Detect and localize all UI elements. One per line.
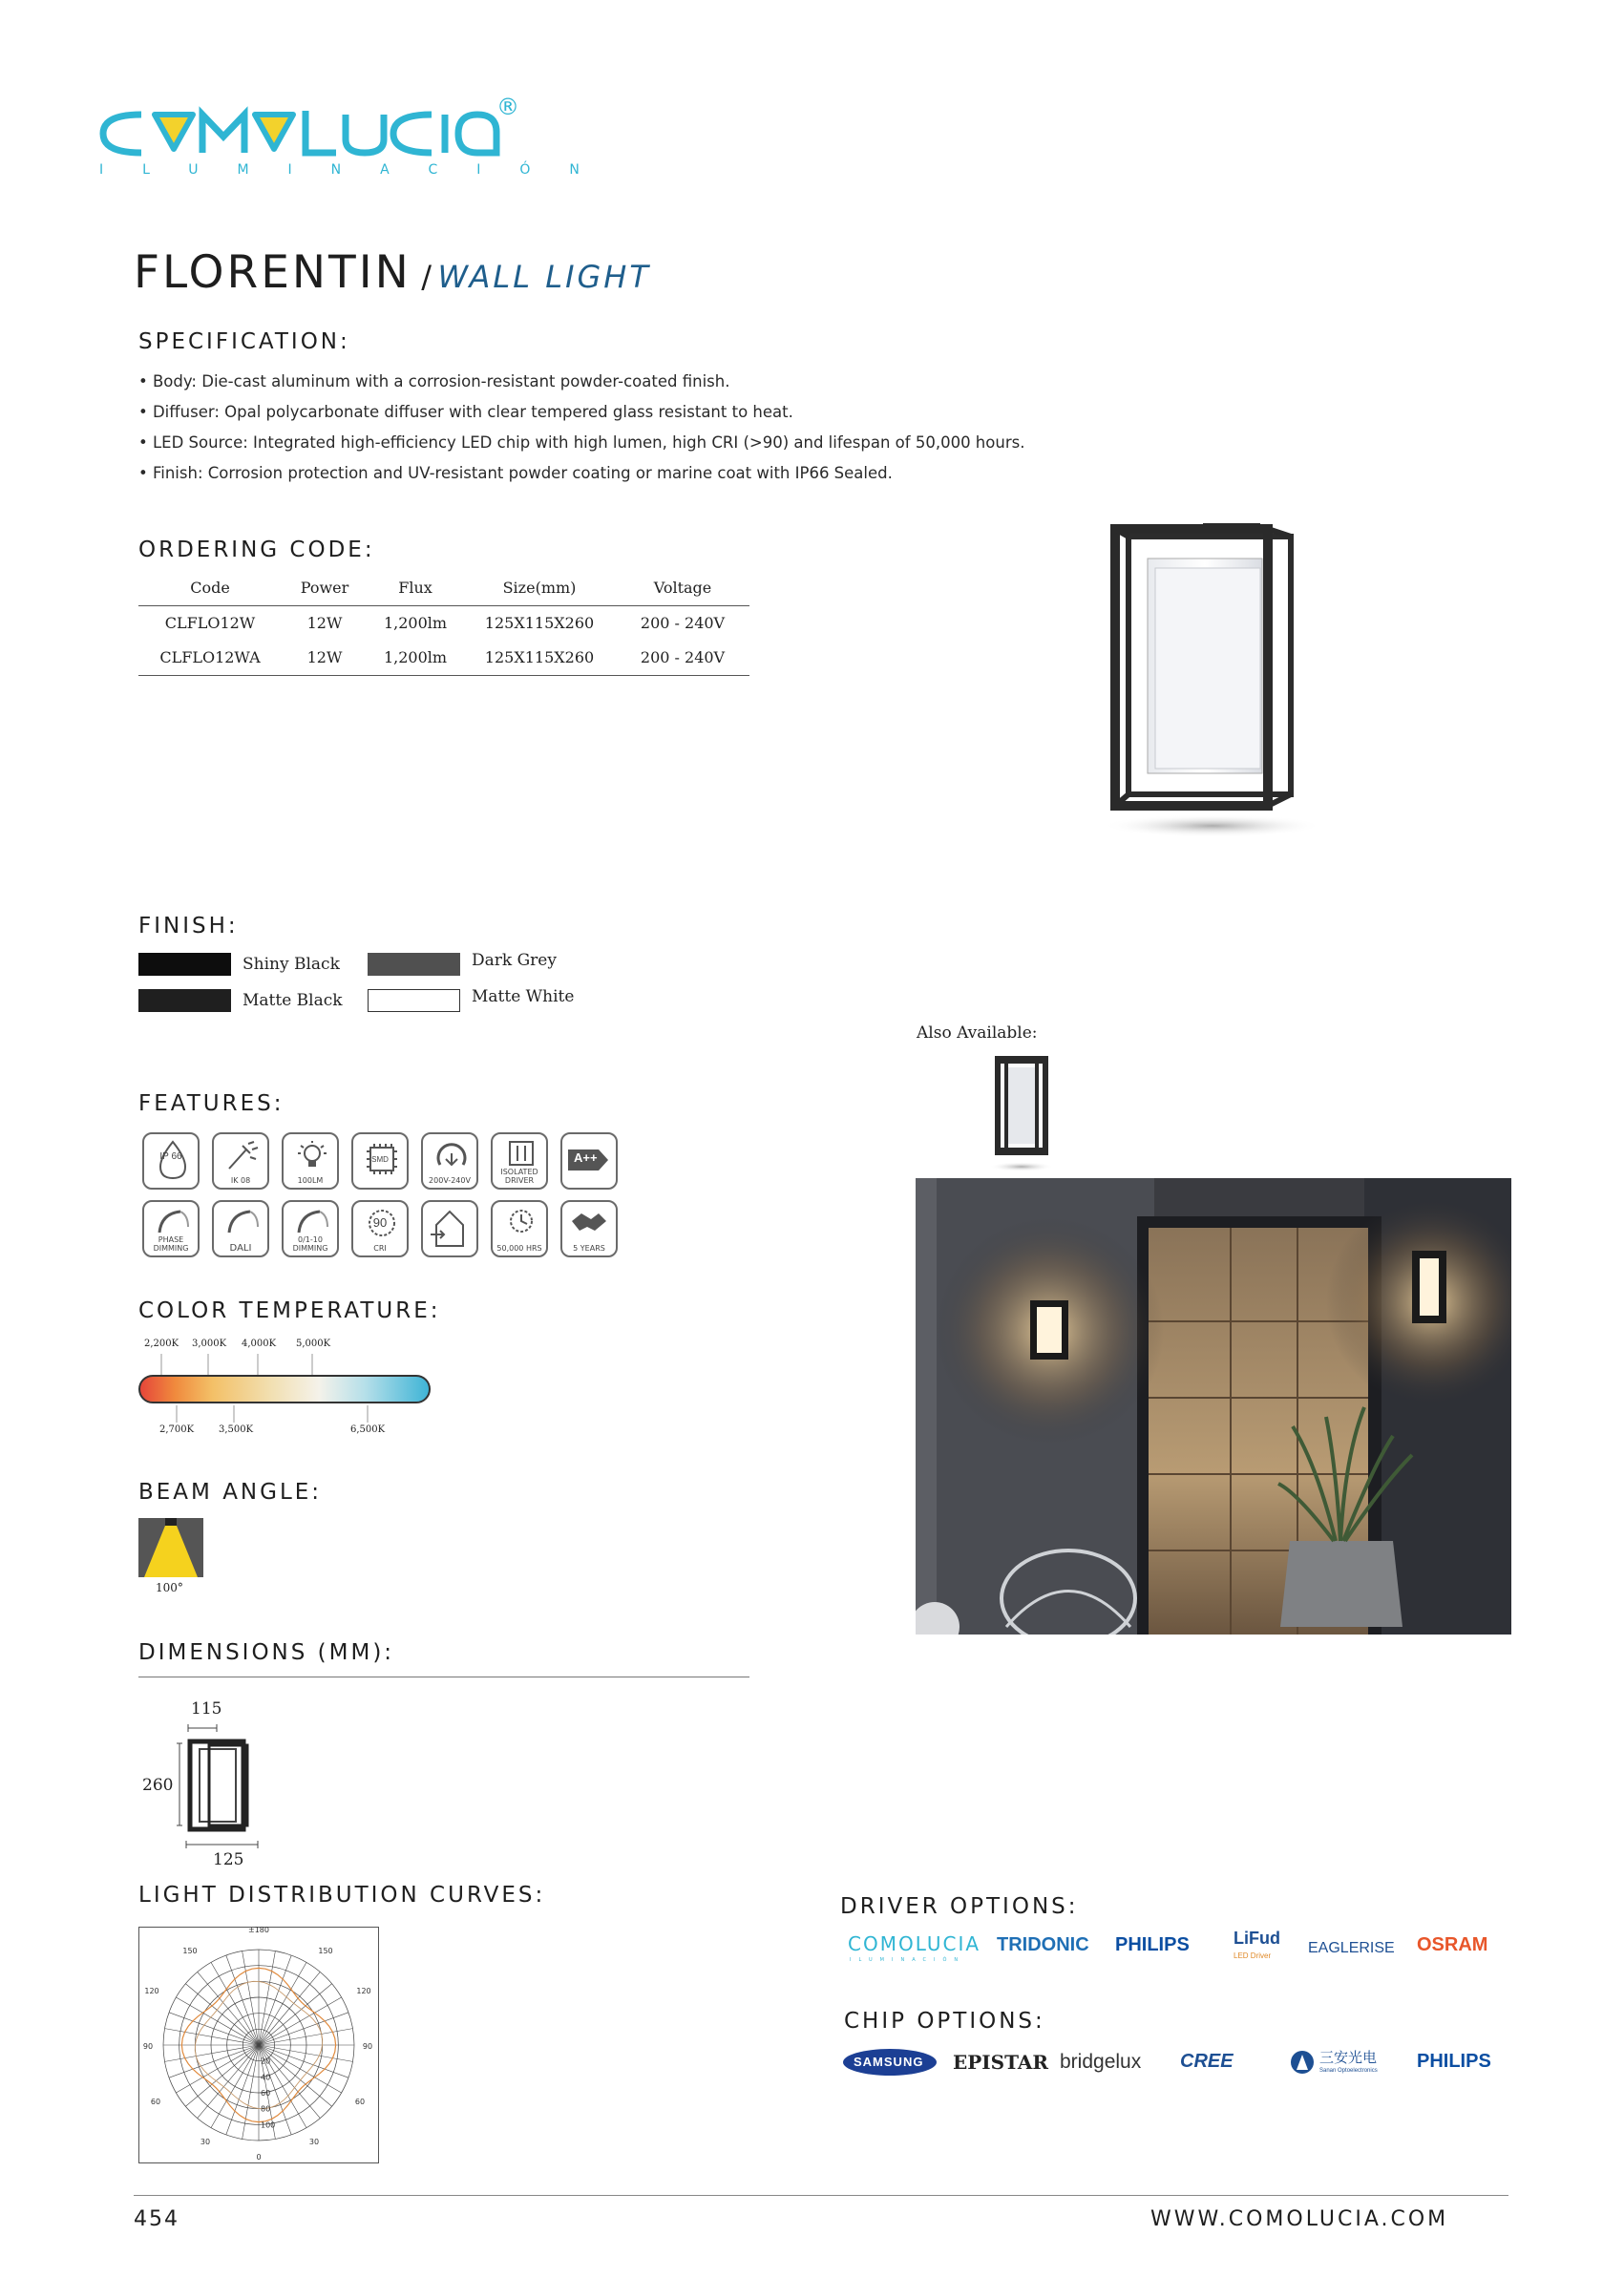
feature-label: 200V-240V	[429, 1176, 471, 1185]
spec-item: • Finish: Corrosion protection and UV-resistant powder coating or marine coat with IP66 Sealed.	[138, 464, 893, 482]
swatch-label: Matte White	[472, 987, 575, 1006]
distribution-heading: LIGHT DISTRIBUTION CURVES:	[138, 1883, 546, 1908]
color-temperature-scale	[138, 1335, 444, 1449]
product-name: FLORENTIN	[134, 246, 411, 299]
specification-heading: SPECIFICATION:	[138, 329, 350, 354]
dimension-depth: 125	[213, 1850, 244, 1869]
product-title	[134, 246, 651, 299]
chip-logo-sanan-sub: Sanan Optoelectronics	[1319, 2068, 1378, 2074]
feature-label: 100LM	[297, 1176, 324, 1185]
ordering-heading: ORDERING CODE:	[138, 538, 375, 562]
driver-logo-eaglerise: EAGLERISE	[1308, 1940, 1395, 1956]
beam-angle-heading: BEAM ANGLE:	[138, 1480, 323, 1505]
angle-label: 90	[142, 2042, 154, 2051]
radial-label: 20	[261, 2057, 271, 2066]
table-cell: 1,200lm	[383, 614, 448, 632]
dimension-drawing	[138, 1699, 329, 1871]
warranty-icon	[560, 1200, 618, 1257]
energy-class-text: A++	[574, 1150, 598, 1165]
color-temperature-heading: COLOR TEMPERATURE:	[138, 1298, 441, 1323]
angle-label: 30	[308, 2138, 320, 2146]
specification-list	[138, 372, 1189, 495]
beam-angle-icon	[138, 1518, 203, 1577]
driver-logos	[840, 1929, 1508, 1986]
angle-label: 60	[354, 2098, 366, 2106]
chip-logos	[840, 2041, 1508, 2099]
table-cell: 200 - 240V	[640, 614, 726, 632]
house-icon	[421, 1200, 478, 1257]
angle-label: 0	[256, 2153, 262, 2162]
dimension-height: 260	[142, 1776, 174, 1795]
finish-heading: FINISH:	[138, 914, 239, 939]
also-available-label: Also Available:	[917, 1023, 1038, 1043]
chip-logo-cree: CREE	[1180, 2051, 1234, 2072]
table-cell: CLFLO12WA	[138, 641, 282, 676]
driver-logo-lifud-sub: LED Driver	[1234, 1951, 1272, 1960]
feature-label: 50,000 HRS	[496, 1244, 542, 1253]
chip-logo-sanan: 三安光电	[1319, 2049, 1378, 2066]
dimming-0-10-icon	[282, 1200, 339, 1257]
lifespan-icon	[491, 1200, 548, 1257]
driver-logo-comolucia-sub: ILUMINACIÓN	[850, 1957, 966, 1963]
driver-logo-tridonic: TRIDONIC	[997, 1934, 1089, 1955]
impact-icon	[212, 1132, 269, 1190]
table-cell: 200 - 240V	[616, 641, 749, 676]
swatch-matte-black	[138, 989, 231, 1012]
voltage-icon	[421, 1132, 478, 1190]
cct-label: 4,000K	[242, 1339, 277, 1349]
spec-item: • LED Source: Integrated high-efficiency LED chip with high lumen, high CRI (>90) and lifespan of 50,000 hours.	[138, 433, 1025, 452]
driver-logo-philips: PHILIPS	[1115, 1934, 1190, 1955]
driver-logo-osram: OSRAM	[1417, 1934, 1488, 1955]
column-header: Size(mm)	[463, 571, 616, 606]
angle-label: 120	[144, 1987, 159, 1995]
swatch-label: Shiny Black	[243, 955, 340, 974]
ordering-table	[138, 571, 749, 676]
angle-label: 120	[356, 1987, 371, 1995]
polar-distribution-chart	[138, 1927, 379, 2163]
chip-logo-bridgelux: bridgelux	[1060, 2051, 1142, 2073]
column-header: Flux	[368, 571, 463, 606]
chip-logo-samsung: SAMSUNG	[854, 2055, 924, 2069]
isolated-driver-icon	[491, 1132, 548, 1190]
swatch-dark-grey	[368, 953, 460, 976]
column-header: Voltage	[616, 571, 749, 606]
cct-label: 3,000K	[192, 1339, 227, 1349]
swatch-shiny-black	[138, 953, 231, 976]
angle-label: 150	[182, 1947, 198, 1955]
website-link[interactable]: WWW.COMOLUCIA.COM	[1150, 2207, 1449, 2231]
feature-label: IK 08	[230, 1176, 251, 1185]
table-cell: 125X115X260	[484, 614, 595, 632]
angle-label: 90	[362, 2042, 373, 2051]
lifestyle-photo	[916, 1178, 1511, 1635]
swatch-label: Dark Grey	[472, 951, 557, 970]
cct-label: 2,700K	[159, 1424, 195, 1435]
feature-label: ISOLATED DRIVER	[500, 1168, 538, 1185]
cct-gradient-bar	[138, 1375, 431, 1403]
cri-value: 90	[372, 1215, 388, 1230]
feature-label: 0/1-10 DIMMING	[292, 1235, 328, 1253]
smd-text: SMD	[371, 1155, 389, 1164]
ip66-icon	[142, 1132, 200, 1190]
table-cell: CLFLO12W	[164, 614, 256, 632]
chip-logo-philips: PHILIPS	[1417, 2051, 1491, 2072]
cct-label: 3,500K	[219, 1424, 254, 1435]
table-cell: 12W	[282, 641, 368, 676]
smd-chip-icon	[351, 1132, 409, 1190]
dimension-lamp-drawing	[177, 1720, 282, 1854]
angle-label: ±180	[248, 1927, 269, 1934]
brand-tagline: ILUMINACIÓN	[99, 162, 619, 178]
angle-label: 60	[150, 2098, 161, 2106]
table-header-row	[138, 571, 749, 606]
phase-dimming-icon	[142, 1200, 200, 1257]
registered-mark: ®	[496, 94, 519, 120]
column-header: Power	[282, 571, 368, 606]
feature-label: PHASE DIMMING	[153, 1235, 189, 1253]
dimension-width: 115	[191, 1699, 222, 1719]
radial-label: 80	[261, 2104, 271, 2114]
radial-label: 40	[261, 2073, 271, 2082]
cct-label: 2,200K	[144, 1339, 179, 1349]
dali-icon	[212, 1200, 269, 1257]
beam-angle-value: 100°	[156, 1581, 183, 1594]
ip66-text: IP 66	[159, 1151, 182, 1162]
chip-logo-epistar: EPISTAR	[953, 2051, 1049, 2074]
cct-label: 5,000K	[296, 1339, 331, 1349]
alt-product-image	[983, 1050, 1060, 1174]
angle-label: 30	[200, 2138, 211, 2146]
driver-options-heading: DRIVER OPTIONS:	[840, 1894, 1079, 1919]
cri-icon	[351, 1200, 409, 1257]
spec-item: • Diffuser: Opal polycarbonate diffuser with clear tempered glass resistant to heat.	[138, 403, 793, 421]
radial-label: 60	[261, 2089, 271, 2098]
lightbulb-icon	[282, 1132, 339, 1190]
title-separator: /	[421, 259, 434, 295]
swatch-label: Matte Black	[243, 991, 343, 1010]
angle-label: 150	[318, 1947, 333, 1955]
table-cell: 12W	[306, 614, 343, 632]
page-number: 454	[134, 2207, 179, 2231]
column-header: Code	[138, 571, 282, 606]
feature-label: 5 YEARS	[573, 1244, 605, 1253]
sanan-logo-mark	[1289, 2045, 1316, 2078]
table-cell: 1,200lm	[368, 641, 463, 676]
energy-class-icon	[560, 1132, 618, 1190]
driver-logo-comolucia: COMOLUCIA	[848, 1932, 981, 1955]
features-heading: FEATURES:	[138, 1091, 285, 1116]
brand-logo	[95, 94, 619, 189]
spec-item: • Body: Die-cast aluminum with a corrosion-resistant powder-coated finish.	[138, 372, 730, 390]
product-category: WALL LIGHT	[437, 259, 651, 295]
chip-options-heading: CHIP OPTIONS:	[844, 2009, 1045, 2034]
table-row	[138, 641, 749, 676]
product-image	[1088, 516, 1337, 840]
cct-label: 6,500K	[350, 1424, 386, 1435]
swatch-matte-white	[368, 989, 460, 1012]
table-cell: 125X115X260	[463, 641, 616, 676]
radial-label: 100	[261, 2120, 276, 2130]
table-row	[138, 606, 749, 642]
driver-logo-lifud: LiFud	[1234, 1929, 1280, 1948]
feature-label: DALI	[229, 1243, 252, 1254]
footer-divider	[134, 2195, 1508, 2196]
feature-label: CRI	[373, 1244, 387, 1253]
dimensions-heading: DIMENSIONS (MM):	[138, 1640, 395, 1665]
